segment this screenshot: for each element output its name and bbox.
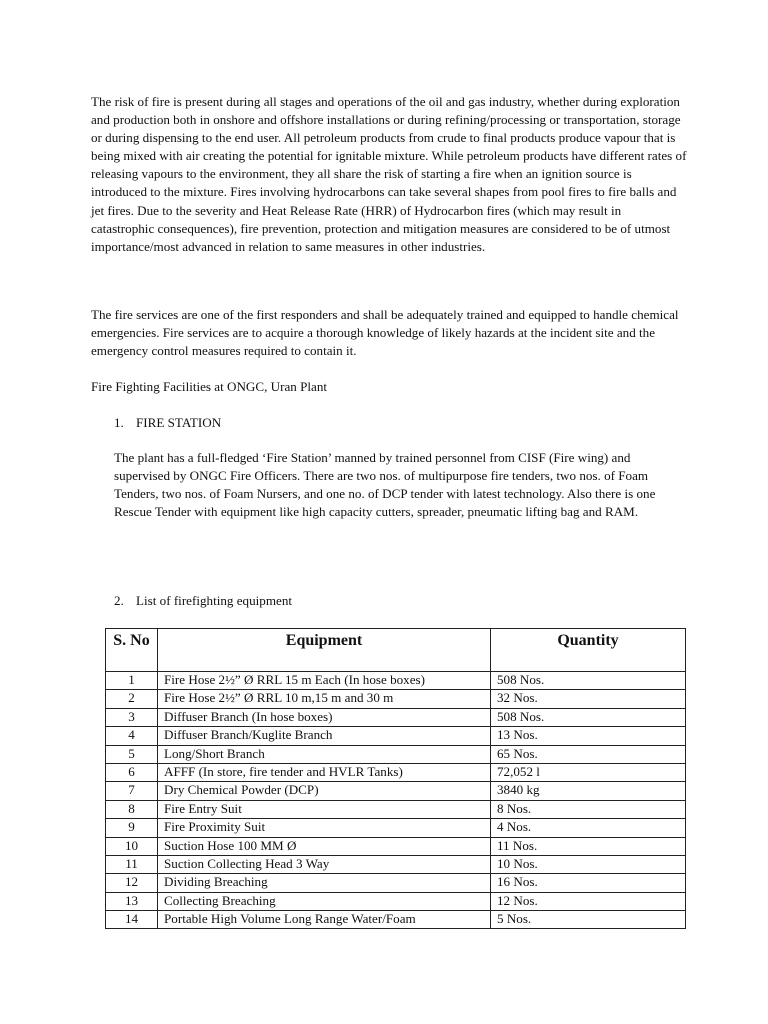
section-2-title: List of firefighting equipment	[136, 593, 292, 608]
cell-sno: 13	[106, 892, 158, 910]
table-row	[106, 745, 686, 763]
cell-equipment: Portable High Volume Long Range Water/Foam	[158, 911, 491, 929]
cell-quantity: 13 Nos.	[491, 727, 686, 745]
cell-sno: 10	[106, 837, 158, 855]
cell-quantity: 4 Nos.	[491, 819, 686, 837]
cell-sno: 5	[106, 745, 158, 763]
cell-quantity: 11 Nos.	[491, 837, 686, 855]
cell-equipment: Fire Hose 2½” Ø RRL 10 m,15 m and 30 m	[158, 690, 491, 708]
cell-sno: 12	[106, 874, 158, 892]
table-row	[106, 727, 686, 745]
table-row	[106, 800, 686, 818]
table-row	[106, 892, 686, 910]
cell-equipment: Dividing Breaching	[158, 874, 491, 892]
header-equipment: Equipment	[158, 629, 491, 672]
cell-sno: 1	[106, 672, 158, 690]
cell-quantity: 10 Nos.	[491, 855, 686, 873]
table-row	[106, 874, 686, 892]
table-row	[106, 855, 686, 873]
cell-quantity: 8 Nos.	[491, 800, 686, 818]
cell-sno: 4	[106, 727, 158, 745]
cell-quantity: 65 Nos.	[491, 745, 686, 763]
cell-sno: 8	[106, 800, 158, 818]
table-header-row	[106, 629, 686, 672]
table-row	[106, 819, 686, 837]
table-row	[106, 837, 686, 855]
cell-quantity: 12 Nos.	[491, 892, 686, 910]
cell-equipment: Fire Hose 2½” Ø RRL 15 m Each (In hose boxes)	[158, 672, 491, 690]
table-row	[106, 690, 686, 708]
cell-equipment: Diffuser Branch (In hose boxes)	[158, 708, 491, 726]
cell-equipment: Diffuser Branch/Kuglite Branch	[158, 727, 491, 745]
section-1-heading	[114, 414, 221, 432]
cell-sno: 11	[106, 855, 158, 873]
table-row	[106, 782, 686, 800]
cell-quantity: 16 Nos.	[491, 874, 686, 892]
cell-equipment: Fire Entry Suit	[158, 800, 491, 818]
cell-equipment: Long/Short Branch	[158, 745, 491, 763]
cell-quantity: 5 Nos.	[491, 911, 686, 929]
fire-station-paragraph: The plant has a full-fledged ‘Fire Station’ manned by trained personnel from CISF (Fire wing) and supervised by ONGC Fire Officers. There are two nos. of multipurpose fire tenders, two nos. of Foam Tenders, two nos. of Foam Nursers, and one no. of DCP tender with latest technology. Also there is one Rescue Tender with equipment like high capacity cutters, spreader, pneumatic lifting bag and RAM.	[114, 450, 656, 520]
cell-equipment: Collecting Breaching	[158, 892, 491, 910]
cell-quantity: 508 Nos.	[491, 708, 686, 726]
table-row	[106, 763, 686, 781]
equipment-table	[105, 628, 686, 929]
section-1-number: 1.	[114, 415, 124, 430]
cell-quantity: 32 Nos.	[491, 690, 686, 708]
cell-quantity: 3840 kg	[491, 782, 686, 800]
header-sno: S. No	[106, 629, 158, 672]
cell-equipment: Dry Chemical Powder (DCP)	[158, 782, 491, 800]
cell-quantity: 508 Nos.	[491, 672, 686, 690]
table-row	[106, 911, 686, 929]
cell-sno: 6	[106, 763, 158, 781]
section-2-number: 2.	[114, 593, 124, 608]
cell-equipment: AFFF (In store, fire tender and HVLR Tanks)	[158, 763, 491, 781]
cell-sno: 9	[106, 819, 158, 837]
cell-sno: 3	[106, 708, 158, 726]
cell-sno: 2	[106, 690, 158, 708]
table-row	[106, 672, 686, 690]
section-2-heading	[114, 592, 292, 610]
cell-equipment: Suction Hose 100 MM Ø	[158, 837, 491, 855]
cell-quantity: 72,052 l	[491, 763, 686, 781]
section-1-title: FIRE STATION	[136, 415, 222, 430]
cell-sno: 7	[106, 782, 158, 800]
facilities-heading: Fire Fighting Facilities at ONGC, Uran Plant	[91, 379, 328, 394]
cell-equipment: Suction Collecting Head 3 Way	[158, 855, 491, 873]
table-row	[106, 708, 686, 726]
cell-equipment: Fire Proximity Suit	[158, 819, 491, 837]
header-quantity: Quantity	[491, 629, 686, 672]
intro-paragraph: The risk of fire is present during all stages and operations of the oil and gas industry, whether during exploration and production both in onshore and offshore installations or during refining/processing or transportation, storage or during dispensing to the end user. All petroleum products from crude to final products produce vapour that is being mixed with air creating the potential for ignitable mixture. While petroleum products have different rates of releasing vapours to the environment, they all share the risk of starting a fire when an ignition source is introduced to the mixture. Fires involving hydrocarbons can take several shapes from pool fires to fire balls and jet fires. Due to the severity and Heat Release Rate (HRR) of Hydrocarbon fires (which may result in catastrophic consequences), fire prevention, protection and mitigation measures are considered to be of utmost importance/most advanced in relation to same measures in other industries.	[91, 94, 687, 254]
fire-services-paragraph: The fire services are one of the first responders and shall be adequately trained and equipped to handle chemical emergencies. Fire services are to acquire a thorough knowledge of likely hazards at the incident site and the emergency control measures required to contain it.	[91, 307, 679, 359]
cell-sno: 14	[106, 911, 158, 929]
